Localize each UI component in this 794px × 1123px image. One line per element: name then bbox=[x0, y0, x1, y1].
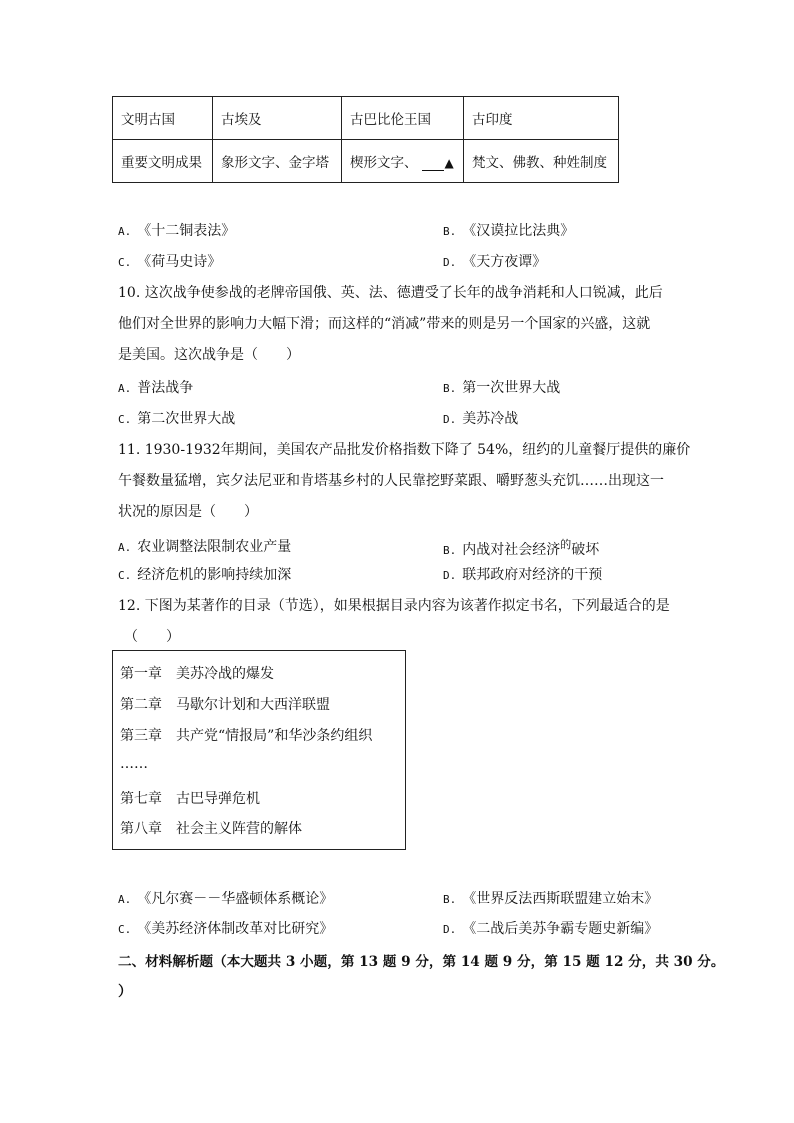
table-cell: 古巴比伦王国 bbox=[342, 97, 464, 140]
table-cell: 重要文明成果 bbox=[113, 140, 213, 183]
option-c[interactable]: C. 《荷马史诗》 bbox=[118, 254, 222, 270]
option-b[interactable]: B. 《汉谟拉比法典》 bbox=[443, 223, 575, 239]
table-cell: 文明古国 bbox=[113, 97, 213, 140]
toc-item: 第八章 社会主义阵营的解体 bbox=[120, 821, 302, 837]
option-a[interactable]: A. 《十二铜表法》 bbox=[118, 223, 236, 239]
option-c[interactable]: C. 第二次世界大战 bbox=[118, 411, 236, 427]
table-row bbox=[113, 140, 619, 183]
table-cell: 古埃及 bbox=[213, 97, 342, 140]
question-11-line: 状况的原因是（ ） bbox=[118, 504, 258, 520]
option-c[interactable]: C. 《美苏经济体制改革对比研究》 bbox=[118, 921, 334, 937]
triangle-marker: ▲ bbox=[444, 156, 454, 170]
option-d[interactable]: D. 联邦政府对经济的干预 bbox=[443, 567, 603, 583]
table-row bbox=[113, 97, 619, 140]
option-d[interactable]: D. 《二战后美苏争霸专题史新编》 bbox=[443, 921, 659, 937]
civilization-table bbox=[112, 96, 619, 183]
answer-blank bbox=[422, 158, 444, 171]
table-cell bbox=[342, 140, 464, 183]
option-d[interactable]: D. 《天方夜谭》 bbox=[443, 254, 547, 270]
question-10-line: 是美国。这次战争是（ ） bbox=[118, 347, 300, 363]
option-b[interactable]: B. 内战对社会经济$^的$破坏 bbox=[443, 538, 600, 558]
question-11-line: 11. 1930-1932年期间，美国农产品批发价格指数下降了 54%，纽约的儿童餐厅提供的廉价 bbox=[118, 442, 691, 458]
table-cell: 梵文、佛教、种姓制度 bbox=[464, 140, 619, 183]
question-10-line: 10. 这次战争使参战的老牌帝国俄、英、法、德遭受了长年的战争消耗和人口锐减，此后 bbox=[118, 285, 663, 301]
question-11-line: 午餐数量猛增，宾夕法尼亚和肯塔基乡村的人民靠挖野菜跟、嚼野葱头充饥……出现这一 bbox=[118, 473, 664, 489]
toc-item: 第三章 共产党“情报局”和华沙条约组织 bbox=[120, 728, 373, 744]
section-heading-continued: ） bbox=[118, 984, 132, 1000]
table-of-contents-box bbox=[112, 650, 406, 850]
question-10-line: 他们对全世界的影响力大幅下滑；而这样的“消减”带来的则是另一个国家的兴盛，这就 bbox=[118, 316, 651, 332]
table-cell: 古印度 bbox=[464, 97, 619, 140]
toc-item: 第一章 美苏冷战的爆发 bbox=[120, 666, 274, 682]
toc-item: 第七章 古巴导弹危机 bbox=[120, 791, 260, 807]
question-12-line: 12. 下图为某著作的目录（节选），如果根据目录内容为该著作拟定书名，下列最适合的是 bbox=[118, 598, 670, 614]
option-a[interactable]: A. 《凡尔赛－－华盛顿体系概论》 bbox=[118, 891, 334, 907]
option-d[interactable]: D. 美苏冷战 bbox=[443, 411, 519, 427]
section-heading: 二、材料解析题（本大题共 3 小题，第 13 题 9 分，第 14 题 9 分，第 15 题 12 分，共 30 分。 bbox=[118, 954, 725, 970]
option-b[interactable]: B. 第一次世界大战 bbox=[443, 380, 561, 396]
table-cell: 象形文字、金字塔 bbox=[213, 140, 342, 183]
option-a[interactable]: A. 普法战争 bbox=[118, 380, 194, 396]
option-a[interactable]: A. 农业调整法限制农业产量 bbox=[118, 539, 292, 555]
question-12-line: （ ） bbox=[124, 629, 180, 645]
cell-text: 楔形文字、 bbox=[350, 155, 418, 171]
toc-item: …… bbox=[120, 756, 148, 772]
option-b[interactable]: B. 《世界反法西斯联盟建立始末》 bbox=[443, 891, 659, 907]
toc-item: 第二章 马歇尔计划和大西洋联盟 bbox=[120, 697, 330, 713]
option-c[interactable]: C. 经济危机的影响持续加深 bbox=[118, 567, 292, 583]
